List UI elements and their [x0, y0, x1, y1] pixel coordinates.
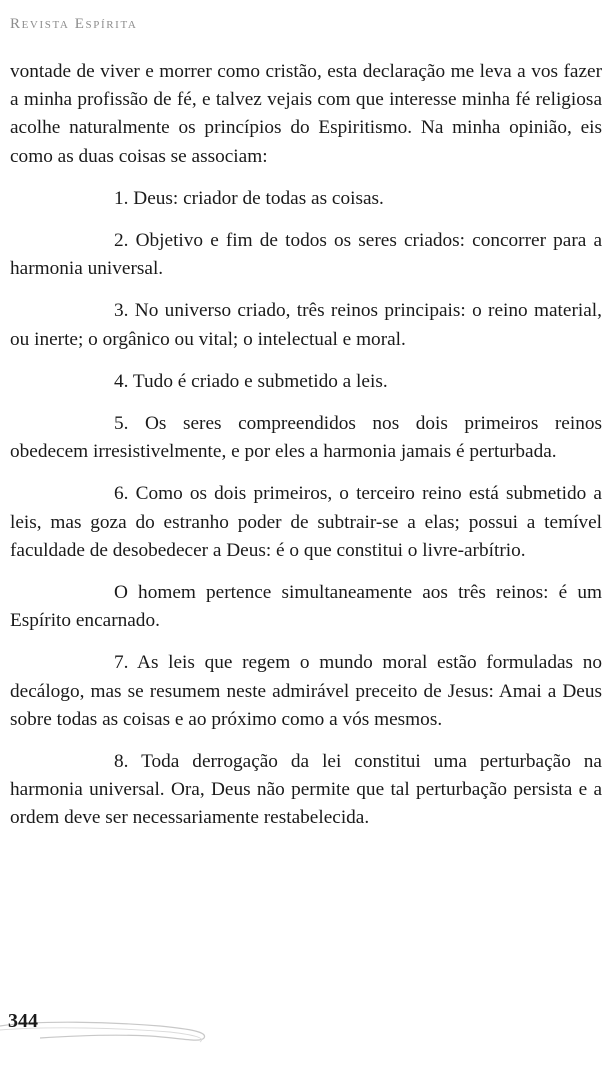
page-body	[10, 58, 602, 847]
paragraph-item-5: 5. Os seres compreendidos nos dois primeiros reinos obedecem irresistivelmente, e por eles a harmonia jamais é perturbada.	[10, 413, 602, 463]
paragraph-item-8: 8. Toda derrogação da lei constitui uma perturbação na harmonia universal. Ora, Deus não permite que tal perturbação persista e a ordem deve ser necessariamente restabelecida.	[10, 751, 602, 829]
paragraph-item-3: 3. No universo criado, três reinos principais: o reino material, ou inerte; o orgânico ou vital; o intelectual e moral.	[10, 300, 602, 350]
paragraph-item-2: 2. Objetivo e fim de todos os seres criados: concorrer para a harmonia universal.	[10, 230, 602, 280]
paragraph-item-4: 4. Tudo é criado e submetido a leis.	[114, 370, 388, 392]
paragraph-continuation: vontade de viver e morrer como cristão, esta declaração me leva a vos fazer a minha profissão de fé, e talvez vejais com que interesse minha fé religiosa acolhe naturalmente os princípios do Espiritismo. Na minha opinião, eis como as duas coisas se associam:	[10, 61, 602, 167]
page-number: 344	[8, 1010, 38, 1032]
paragraph-item-6: 6. Como os dois primeiros, o terceiro reino está submetido a leis, mas goza do estranho poder de subtrair-se a elas; possui a temível faculdade de desobedecer a Deus: é o que constitui o livre-arbítrio.	[10, 483, 602, 561]
paragraph-man-statement: O homem pertence simultaneamente aos três reinos: é um Espírito encarnado.	[10, 582, 602, 632]
paragraph-item-1: 1. Deus: criador de todas as coisas.	[114, 187, 384, 209]
running-header: Revista Espírita	[10, 16, 138, 32]
paragraph-item-7: 7. As leis que regem o mundo moral estão formuladas no decálogo, mas se resumem neste admirável preceito de Jesus: Amai a Deus sobre todas as coisas e ao próximo como a vós mesmos.	[10, 652, 602, 730]
